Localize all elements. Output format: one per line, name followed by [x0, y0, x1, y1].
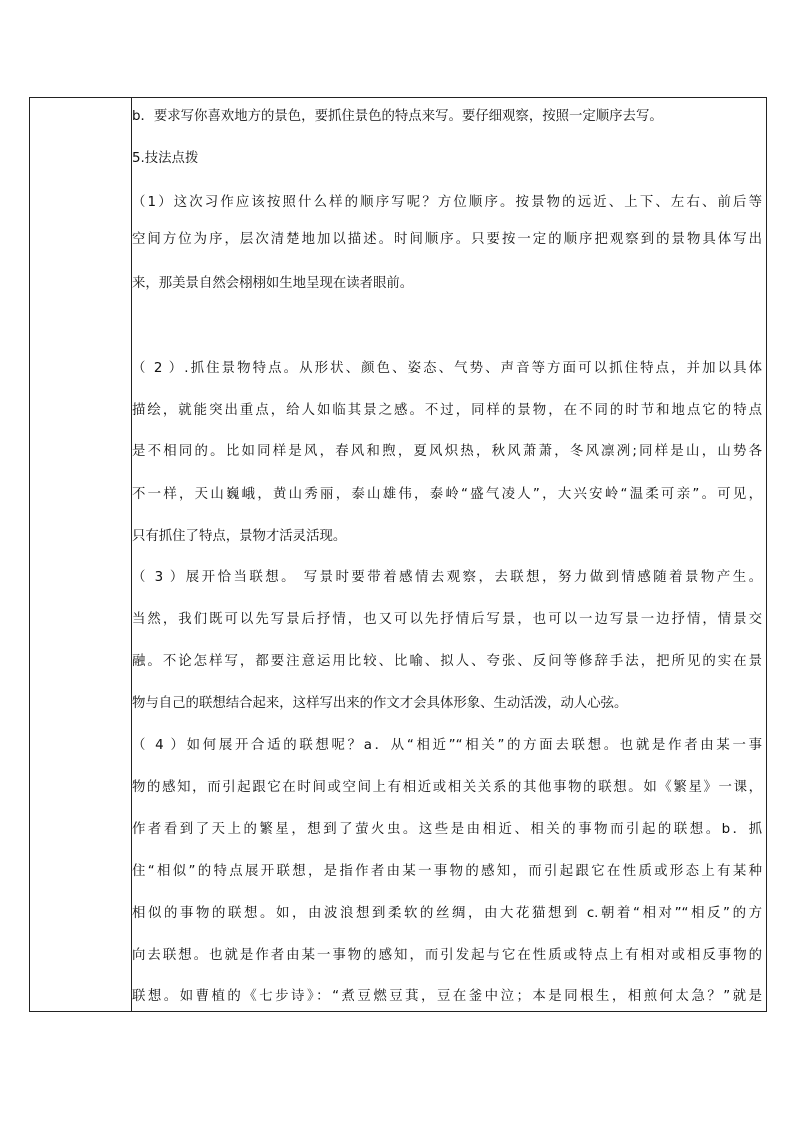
text-line: 向去联想。也就是作者由某一事物的感知，而引发起与它在性质或特点上有相对或相反事物的: [132, 948, 762, 963]
text-line: b．要求写你喜欢地方的景色，要抓住景色的特点来写。要仔细观察，按照一定顺序去写。: [132, 109, 663, 124]
text-line: 当然，我们既可以先写景后抒情，也又可以先抒情后写景，也可以一边写景一边抒情，情景交: [132, 612, 762, 627]
section-heading: 5.技法点拨: [132, 151, 199, 166]
text-line: 只有抓住了特点，景物才活灵活现。: [132, 529, 347, 544]
text-line: 不一样，天山巍峨，黄山秀丽，泰山雄伟，泰岭“盛气凌人”，大兴安岭“温柔可亲”。可见，: [132, 487, 762, 502]
text-line: 描绘，就能突出重点，给人如临其景之感。不过，同样的景物，在不同的时节和地点它的特点: [132, 403, 762, 418]
text-line: 来，那美景自然会栩栩如生地呈现在读者眼前。: [132, 276, 414, 291]
text-line: 空间方位为序，层次清楚地加以描述。时间顺序。只要按一定的顺序把观察到的景物具体写出: [132, 232, 762, 247]
left-empty-cell: [30, 98, 131, 1011]
text-line: 住“相似”的特点展开联想，是指作者由某一事物的感知，而引起跟它在性质或形态上有某种: [132, 864, 762, 879]
text-line: 相似的事物的联想。如，由波浪想到柔软的丝绸，由大花猫想到 c.朝着“相对”“相反”的方: [132, 906, 762, 921]
text-line: （ 4 ）如何展开合适的联想呢？a．从“相近”“相关”的方面去联想。也就是作者由某一事: [132, 738, 762, 753]
text-line: 是不相同的。比如同样是风，春风和煦，夏风炽热，秋风萧萧，冬风凛冽;同样是山，山势各: [132, 444, 762, 459]
text-line: （1）这次习作应该按照什么样的顺序写呢？方位顺序。按景物的远近、上下、左右、前后等: [132, 195, 762, 210]
text-line: 作者看到了天上的繁星，想到了萤火虫。这些是由相近、相关的事物而引起的联想。b．抓: [132, 822, 762, 837]
text-line: （ 2 ）.抓住景物特点。从形状、颜色、姿态、气势、声音等方面可以抓住特点，并加以具体: [132, 361, 762, 376]
text-line: 融。不论怎样写，都要注意运用比较、比喻、拟人、夸张、反问等修辞手法，把所见的实在景: [132, 654, 762, 669]
text-line: 联想。如曹植的《七步诗》：“煮豆燃豆萁，豆在釜中泣；本是同根生，相煎何太急？”就是: [132, 989, 762, 1004]
text-line: 物的感知，而引起跟它在时间或空间上有相近或相关关系的其他事物的联想。如《繁星》一课，: [132, 780, 762, 795]
text-line: 物与自己的联想结合起来，这样写出来的作文才会具体形象、生动活泼，动人心弦。: [132, 696, 628, 711]
text-line: （ 3 ）展开恰当联想。 写景时要带着感情去观察，去联想，努力做到情感随着景物产生。: [132, 570, 762, 585]
